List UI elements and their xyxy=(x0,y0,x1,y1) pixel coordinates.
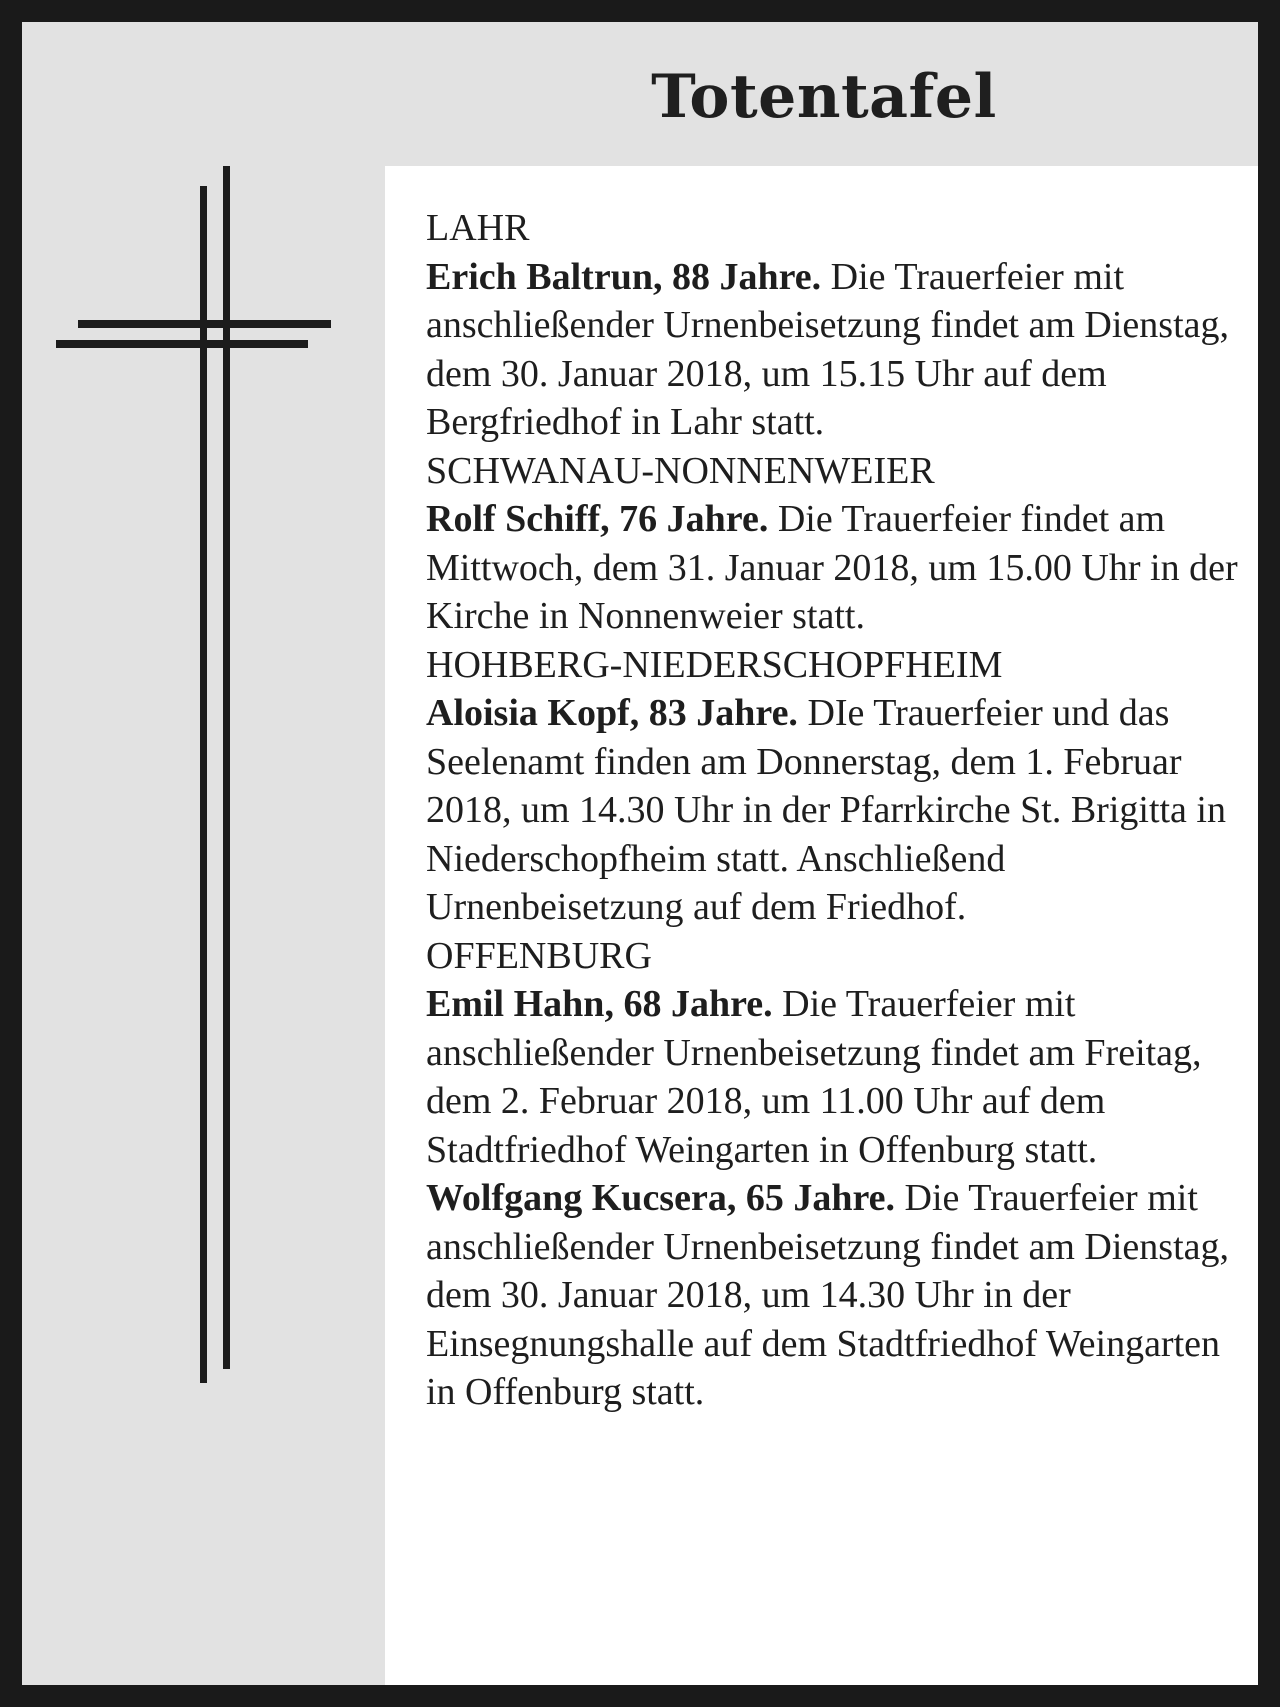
place-heading: OFFENBURG xyxy=(426,934,652,977)
notice-list xyxy=(426,204,1246,1417)
notice-entry xyxy=(426,253,1246,447)
deceased-name: Rolf Schiff, 76 Jahre. xyxy=(426,498,769,540)
place-heading: HOHBERG-NIEDERSCHOPFHEIM xyxy=(426,643,1003,686)
notice-entry xyxy=(426,689,1246,932)
notice-entry xyxy=(426,980,1246,1174)
notice-entry xyxy=(426,495,1246,641)
section-hohberg-niederschopfheim xyxy=(426,641,1246,932)
notice-text: Die Trauerfeier mit anschließender Urnenbeisetzung findet am Freitag, dem 2. Februar 2018, um 11.00 Uhr auf dem Stadtfriedhof Weingarten in Offenburg statt. xyxy=(426,983,1202,1171)
notice-text: Die Trauerfeier mit anschließender Urnenbeisetzung findet am Dienstag, dem 30. Januar 2018, um 14.30 Uhr in der Einsegnungshalle auf dem Stadtfriedhof Weingarten in Offenburg statt. xyxy=(426,1177,1229,1413)
notice-text: DIe Trauerfeier und das Seelenamt finden am Donnerstag, dem 1. Februar 2018, um 14.30 Uhr in der Pfarrkirche St. Brigitta in Niederschopfheim statt. Anschließend Urnenbeisetzung auf dem Friedhof. xyxy=(426,692,1226,928)
deceased-name: Erich Baltrun, 88 Jahre. xyxy=(426,255,822,298)
page-title: Totentafel xyxy=(651,62,997,132)
deceased-name: Wolfgang Kucsera, 65 Jahre. xyxy=(426,1177,896,1219)
place-heading: LAHR xyxy=(426,207,530,249)
notice-entry xyxy=(426,1174,1246,1417)
section-schwanau-nonnenweier xyxy=(426,447,1246,641)
deceased-name: Emil Hahn, 68 Jahre. xyxy=(426,983,773,1025)
deceased-name: Aloisia Kopf, 83 Jahre. xyxy=(426,692,798,734)
section-offenburg xyxy=(426,932,1246,1417)
place-heading: SCHWANAU-NONNENWEIER xyxy=(426,449,935,492)
notice-text: Die Trauerfeier mit anschließender Urnenbeisetzung findet am Dienstag, dem 30. Januar 2018, um 15.15 Uhr auf dem Bergfriedhof in Lahr statt. xyxy=(426,255,1229,443)
section-lahr xyxy=(426,204,1246,447)
notice-text: Die Trauerfeier findet am Mittwoch, dem 31. Januar 2018, um 15.00 Uhr in der Kirche in Nonnenweier statt. xyxy=(426,498,1238,637)
